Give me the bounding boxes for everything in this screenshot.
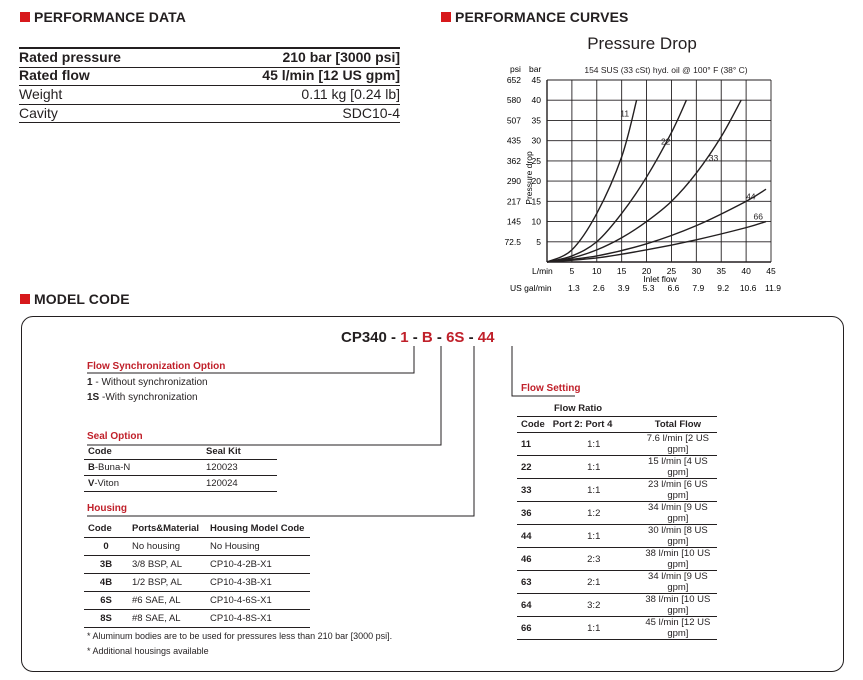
code-dash: - (412, 329, 418, 346)
performance-value: 0.11 kg [0.24 lb] (301, 86, 400, 102)
housing-ports: 1/2 BSP, AL (132, 577, 183, 588)
x-tick-label: 5 (569, 266, 575, 276)
flow-sync-option-1 (87, 377, 208, 388)
flow-code: 44 (521, 530, 532, 542)
code-prefix: CP340 (341, 329, 387, 346)
x-tick-label: 20 (641, 266, 652, 276)
flow-setting-row (517, 617, 717, 640)
psi-tick-label: 217 (506, 196, 521, 207)
flow-ratio: 2:3 (587, 553, 601, 565)
housing-model-code: CP10-4-6S-X1 (210, 595, 272, 606)
housing-header-ports: Ports&Material (132, 523, 200, 534)
flow-sync-code: 1 (87, 377, 93, 388)
x-tick-label: 30 (691, 266, 702, 276)
psi-tick-label: 290 (506, 176, 521, 187)
bar-tick-label: 35 (531, 115, 541, 126)
lmin-unit: L/min (532, 266, 553, 276)
flow-ratio: 3:2 (587, 599, 601, 611)
model-code-title: MODEL CODE (34, 291, 130, 307)
performance-curves-title: PERFORMANCE CURVES (455, 9, 629, 25)
flow-setting-row (517, 479, 717, 502)
flow-code: 64 (521, 599, 532, 611)
code-dash: - (436, 329, 442, 346)
performance-value: 45 l/min [12 US gpm] (262, 67, 400, 83)
housing-ports: #8 SAE, AL (132, 613, 181, 624)
x-tick-label: 40 (741, 266, 751, 276)
gal-tick-label: 2.6 (592, 283, 605, 293)
housing-code: 6S (100, 595, 112, 606)
flow-setting-row (517, 502, 717, 525)
flow-setting-row (517, 594, 717, 617)
flow-total: 34 l/min [9 US gpm] (648, 502, 708, 524)
psi-tick-label: 580 (506, 95, 521, 106)
curve-label: 22 (660, 136, 671, 147)
flow-setting-title: Flow Setting (521, 383, 581, 394)
seal-name: -Buna-N (94, 462, 131, 473)
housing-row (84, 610, 310, 628)
flow-ratio: 1:1 (587, 484, 601, 496)
gal-tick-label: 3.9 (617, 283, 630, 293)
flow-total: 34 l/min [9 US gpm] (648, 571, 708, 593)
x-tick-label: 25 (666, 266, 677, 276)
psi-tick-label: 507 (506, 115, 521, 126)
chart-title: Pressure Drop (587, 34, 697, 53)
performance-label: Weight (19, 86, 63, 102)
flow-ratio: 1:1 (587, 530, 601, 542)
flow-header-code: Code (521, 419, 545, 430)
flow-ratio-group-header: Flow Ratio (554, 403, 603, 414)
housing-ports: 3/8 BSP, AL (132, 559, 183, 570)
flow-setting-row (517, 433, 717, 456)
housing-ports: No housing (132, 541, 181, 552)
curve-label: 11 (620, 108, 630, 119)
seal-name: -Viton (94, 478, 119, 489)
seal-option-table (84, 444, 277, 492)
performance-label: Cavity (19, 105, 58, 121)
housing-row (84, 574, 310, 592)
flow-sync-text: -With synchronization (102, 392, 198, 403)
gal-tick-label: 1.3 (567, 283, 580, 293)
flow-code: 11 (521, 438, 532, 450)
flow-header-ratio: Port 2: Port 4 (552, 419, 613, 430)
bar-unit: bar (529, 64, 542, 74)
x-tick-label: 35 (716, 266, 726, 276)
performance-label: Rated flow (19, 67, 90, 83)
housing-header-code: Code (88, 523, 112, 534)
bar-tick-label: 10 (531, 216, 541, 227)
flow-total: 38 l/min [10 US gpm] (645, 548, 711, 570)
gal-tick-label: 9.2 (717, 283, 730, 293)
flow-ratio: 1:1 (587, 461, 601, 473)
psi-tick-label: 652 (506, 75, 521, 85)
flow-setting-row (517, 548, 717, 571)
flow-code: 66 (521, 622, 532, 634)
housing-ports: #6 SAE, AL (132, 595, 181, 606)
housing-code: 3B (99, 559, 113, 570)
code-segment-flow: 44 (477, 329, 495, 346)
flow-setting-row (517, 456, 717, 479)
housing-code: 8S (100, 613, 112, 624)
flow-code: 36 (521, 507, 532, 519)
housing-model-code: CP10-4-8S-X1 (210, 613, 272, 624)
flow-sync-option-1s (87, 392, 198, 403)
code-segment-housing: 6S (446, 329, 465, 346)
psi-tick-label: 362 (506, 155, 521, 166)
code-segment-seal: B (421, 329, 433, 346)
seal-code: B (88, 462, 95, 473)
flow-total: 7.6 l/min [2 US gpm] (646, 433, 710, 455)
curve-label: 66 (753, 211, 763, 222)
bar-tick-label: 30 (531, 135, 541, 146)
flow-sync-title: Flow Synchronization Option (87, 361, 226, 372)
gal-unit: US gal/min (510, 283, 552, 293)
housing-note-1: * Aluminum bodies are to be used for pressures less than 210 bar [3000 psi]. (87, 631, 393, 641)
flow-ratio: 1:2 (587, 507, 601, 519)
performance-value: SDC10-4 (342, 105, 400, 121)
housing-row (84, 592, 310, 610)
housing-title: Housing (87, 503, 127, 514)
code-dash: - (391, 329, 397, 346)
housing-header-model: Housing Model Code (210, 523, 305, 534)
seal-kit: 120023 (206, 462, 238, 473)
bar-tick-label: 40 (531, 95, 541, 106)
flow-total: 45 l/min [12 US gpm] (645, 617, 711, 639)
flow-sync-text: - Without synchronization (95, 377, 208, 388)
seal-row (84, 460, 277, 476)
gal-tick-label: 6.6 (667, 283, 680, 293)
flow-code: 63 (521, 576, 532, 588)
flow-ratio: 2:1 (587, 576, 601, 588)
flow-sync-code: 1S (87, 392, 100, 403)
psi-unit: psi (510, 64, 521, 74)
chart-subtitle: 154 SUS (33 cSt) hyd. oil @ 100° F (38° C) (584, 65, 748, 75)
gal-tick-label: 10.6 (739, 283, 757, 293)
curve-label: 33 (708, 152, 719, 163)
flow-setting-table (517, 416, 717, 640)
seal-code-cell (84, 460, 202, 476)
flow-total: 30 l/min [8 US gpm] (648, 525, 708, 547)
seal-kit: 120024 (206, 478, 238, 489)
seal-code: V (88, 478, 95, 489)
flow-code: 33 (521, 484, 532, 496)
flow-code: 46 (521, 553, 532, 565)
performance-label: Rated pressure (19, 49, 121, 65)
x-axis-label: Inlet flow (643, 274, 677, 284)
flow-ratio: 1:1 (587, 622, 601, 634)
flow-setting-row (517, 525, 717, 548)
bar-tick-label: 45 (531, 75, 541, 85)
flow-header-total: Total Flow (654, 419, 701, 430)
housing-model-code: CP10-4-2B-X1 (210, 559, 272, 570)
gal-tick-label: 5.3 (642, 283, 655, 293)
seal-header-kit: Seal Kit (206, 446, 241, 457)
x-tick-label: 15 (616, 266, 627, 276)
housing-model-code: No Housing (210, 541, 260, 552)
flow-ratio: 1:1 (587, 438, 601, 450)
bar-tick-label: 5 (536, 236, 541, 247)
x-tick-label: 45 (766, 266, 776, 276)
bar-tick-label: 15 (531, 196, 541, 207)
housing-note-2: * Additional housings available (87, 646, 209, 656)
flow-total: 23 l/min [6 US gpm] (648, 479, 708, 501)
code-segment-sync: 1 (400, 329, 409, 346)
bar-tick-label: 20 (531, 176, 541, 187)
flow-total: 38 l/min [10 US gpm] (645, 594, 711, 616)
housing-code: 4B (99, 577, 113, 588)
housing-row (84, 538, 310, 556)
housing-table (84, 520, 310, 628)
seal-code-cell (84, 476, 202, 492)
seal-header-code: Code (88, 446, 112, 457)
housing-code: 0 (103, 541, 109, 552)
psi-tick-label: 72.5 (504, 236, 521, 247)
seal-option-title: Seal Option (87, 431, 143, 442)
gal-tick-label: 11.9 (765, 283, 781, 293)
y-axis-label: Pressure drop (524, 151, 534, 205)
housing-model-code: CP10-4-3B-X1 (210, 577, 272, 588)
psi-tick-label: 435 (506, 135, 521, 146)
housing-row (84, 556, 310, 574)
flow-setting-row (517, 571, 717, 594)
performance-data-title: PERFORMANCE DATA (34, 9, 186, 25)
x-tick-label: 10 (592, 266, 602, 276)
curve-label: 44 (746, 191, 756, 202)
flow-code: 22 (521, 461, 532, 473)
psi-tick-label: 145 (506, 216, 521, 227)
gal-tick-label: 7.9 (692, 283, 705, 293)
seal-row (84, 476, 277, 492)
bar-tick-label: 25 (531, 155, 541, 166)
code-dash: - (468, 329, 474, 346)
performance-value: 210 bar [3000 psi] (282, 49, 400, 65)
flow-total: 15 l/min [4 US gpm] (648, 456, 708, 478)
